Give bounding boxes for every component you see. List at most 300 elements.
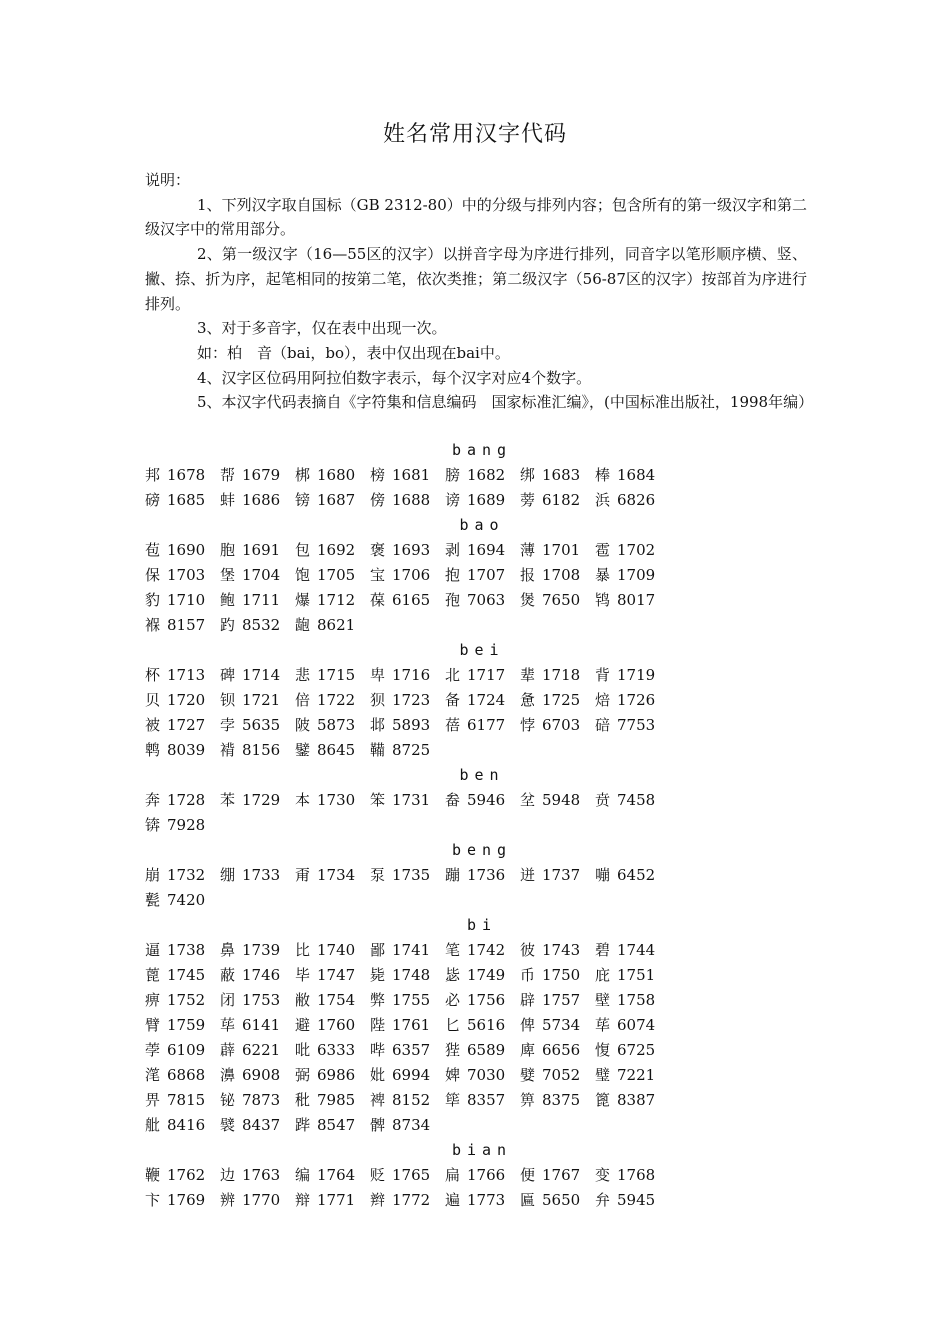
hanzi-char: 匕	[445, 1016, 461, 1034]
char-entry	[220, 738, 295, 763]
char-entry	[520, 1063, 595, 1088]
hanzi-char: 梆	[295, 466, 311, 484]
char-entry	[220, 713, 295, 738]
quwei-code: 1754	[317, 991, 356, 1009]
char-entry	[370, 963, 445, 988]
char-entry	[370, 1188, 445, 1213]
char-entry	[295, 663, 370, 688]
quwei-code: 1713	[167, 666, 206, 684]
quwei-code: 1717	[467, 666, 506, 684]
quwei-code: 1768	[617, 1166, 656, 1184]
char-entry	[445, 663, 520, 688]
quwei-code: 7221	[617, 1066, 656, 1084]
quwei-code: 7063	[467, 591, 506, 609]
hanzi-char: 蓖	[145, 966, 161, 984]
quwei-code: 1709	[617, 566, 656, 584]
hanzi-char: 陛	[370, 1016, 386, 1034]
hanzi-char: 鹎	[145, 741, 161, 759]
hanzi-char: 备	[445, 691, 461, 709]
quwei-code: 1746	[242, 966, 281, 984]
quwei-code: 1755	[392, 991, 431, 1009]
char-entry	[595, 663, 670, 688]
quwei-code: 1741	[392, 941, 431, 959]
quwei-code: 1730	[317, 791, 356, 809]
quwei-code: 6074	[617, 1016, 656, 1034]
quwei-code: 7458	[617, 791, 656, 809]
hanzi-char: 贝	[145, 691, 161, 709]
char-entry	[445, 488, 520, 513]
quwei-code: 1753	[242, 991, 281, 1009]
char-entry	[220, 488, 295, 513]
entry-row	[145, 988, 807, 1013]
char-entry	[145, 463, 220, 488]
hanzi-char: 迸	[520, 866, 536, 884]
intro-example: 如：柏 音（bai，bo），表中仅出现在bai中。	[197, 343, 510, 362]
hanzi-char: 胞	[220, 541, 236, 559]
quwei-code: 1733	[242, 866, 281, 884]
char-entry	[295, 613, 370, 638]
hanzi-char: 跸	[295, 1116, 311, 1134]
char-entry	[370, 988, 445, 1013]
char-entry	[595, 1163, 670, 1188]
char-entry	[220, 663, 295, 688]
hanzi-char: 鞴	[370, 741, 386, 759]
hanzi-char: 抱	[445, 566, 461, 584]
char-entry	[520, 688, 595, 713]
char-entry	[520, 588, 595, 613]
char-entry	[595, 1038, 670, 1063]
hanzi-char: 篦	[595, 1091, 611, 1109]
quwei-code: 1770	[242, 1191, 281, 1209]
intro-item-4: 4、汉字区位码用阿拉伯数字表示，每个汉字对应4个数字。	[197, 368, 592, 387]
char-entry	[295, 988, 370, 1013]
char-entry	[145, 688, 220, 713]
hanzi-char: 焙	[595, 691, 611, 709]
hanzi-char: 薜	[220, 1041, 236, 1059]
hanzi-char: 孢	[445, 591, 461, 609]
char-entry	[445, 788, 520, 813]
char-entry	[445, 463, 520, 488]
char-entry	[145, 1063, 220, 1088]
hanzi-char: 弁	[595, 1191, 611, 1209]
quwei-code: 6333	[317, 1041, 356, 1059]
quwei-code: 6165	[392, 591, 431, 609]
quwei-code: 1704	[242, 566, 281, 584]
entry-row	[145, 713, 807, 738]
char-entry	[145, 488, 220, 513]
hanzi-char: 髀	[370, 1116, 386, 1134]
char-entry	[145, 563, 220, 588]
hanzi-char: 泵	[370, 866, 386, 884]
char-entry	[445, 538, 520, 563]
hanzi-char: 哔	[370, 1041, 386, 1059]
quwei-code: 1686	[242, 491, 281, 509]
entry-row	[145, 463, 807, 488]
hanzi-char: 雹	[595, 541, 611, 559]
char-entry	[295, 938, 370, 963]
entry-row	[145, 813, 807, 838]
char-entry	[370, 938, 445, 963]
entry-row	[145, 538, 807, 563]
char-entry	[295, 713, 370, 738]
hanzi-char: 甏	[145, 891, 161, 909]
quwei-code: 1714	[242, 666, 281, 684]
quwei-code: 1710	[167, 591, 206, 609]
hanzi-char: 便	[520, 1166, 536, 1184]
hanzi-char: 舭	[145, 1116, 161, 1134]
quwei-code: 1744	[617, 941, 656, 959]
pinyin-heading: bao	[459, 516, 505, 534]
char-entry	[445, 563, 520, 588]
char-entry	[145, 988, 220, 1013]
hanzi-char: 豹	[145, 591, 161, 609]
quwei-code: 7928	[167, 816, 206, 834]
char-entry	[295, 1013, 370, 1038]
quwei-code: 1747	[317, 966, 356, 984]
hanzi-char: 嘣	[595, 866, 611, 884]
char-entry	[595, 563, 670, 588]
intro-item-5: 5、本汉字代码表摘自《字符集和信息编码 国家标准汇编》，(中国标准出版社，1998年编）	[197, 393, 814, 412]
pinyin-heading: ben	[459, 766, 505, 784]
quwei-code: 6357	[392, 1041, 431, 1059]
char-entry	[445, 988, 520, 1013]
entry-row	[145, 1038, 807, 1063]
pinyin-section	[145, 1138, 807, 1213]
quwei-code: 1765	[392, 1166, 431, 1184]
entry-row	[145, 588, 807, 613]
hanzi-char: 蒡	[520, 491, 536, 509]
hanzi-char: 鸨	[595, 591, 611, 609]
char-entry	[370, 713, 445, 738]
char-entry	[520, 963, 595, 988]
hanzi-char: 辩	[295, 1191, 311, 1209]
entry-row	[145, 1163, 807, 1188]
quwei-code: 1743	[542, 941, 581, 959]
entry-row	[145, 688, 807, 713]
hanzi-char: 遍	[445, 1191, 461, 1209]
char-entry	[445, 1038, 520, 1063]
quwei-code: 6221	[242, 1041, 281, 1059]
quwei-code: 1750	[542, 966, 581, 984]
hanzi-char: 谤	[445, 491, 461, 509]
quwei-code: 1742	[467, 941, 506, 959]
intro-notes	[145, 168, 814, 415]
hanzi-char: 薄	[520, 541, 536, 559]
char-entry	[370, 1088, 445, 1113]
hanzi-char: 北	[445, 666, 461, 684]
hanzi-char: 彼	[520, 941, 536, 959]
quwei-code: 1751	[617, 966, 656, 984]
hanzi-char: 暴	[595, 566, 611, 584]
char-entry	[295, 463, 370, 488]
char-entry	[295, 688, 370, 713]
char-entry	[595, 588, 670, 613]
quwei-code: 1756	[467, 991, 506, 1009]
quwei-code: 7985	[317, 1091, 356, 1109]
quwei-code: 1715	[317, 666, 356, 684]
hanzi-char: 饱	[295, 566, 311, 584]
char-entry	[220, 1113, 295, 1138]
hanzi-char: 避	[295, 1016, 311, 1034]
quwei-code: 1711	[242, 591, 281, 609]
quwei-code: 1687	[317, 491, 356, 509]
quwei-code: 1689	[467, 491, 506, 509]
quwei-code: 1718	[542, 666, 581, 684]
char-entry	[595, 688, 670, 713]
entry-row	[145, 663, 807, 688]
char-entry	[370, 588, 445, 613]
hanzi-char: 堡	[220, 566, 236, 584]
char-entry	[145, 1038, 220, 1063]
code-table	[145, 438, 807, 1213]
char-entry	[370, 463, 445, 488]
char-entry	[370, 1063, 445, 1088]
char-entry	[220, 963, 295, 988]
char-entry	[370, 538, 445, 563]
quwei-code: 6589	[467, 1041, 506, 1059]
quwei-code: 1773	[467, 1191, 506, 1209]
quwei-code: 5635	[242, 716, 281, 734]
hanzi-char: 榜	[370, 466, 386, 484]
quwei-code: 5948	[542, 791, 581, 809]
hanzi-char: 敝	[295, 991, 311, 1009]
quwei-code: 6703	[542, 716, 581, 734]
char-entry	[520, 938, 595, 963]
char-entry	[145, 788, 220, 813]
char-entry	[220, 1063, 295, 1088]
quwei-code: 1772	[392, 1191, 431, 1209]
quwei-code: 5945	[617, 1191, 656, 1209]
char-entry	[145, 1013, 220, 1038]
entry-row	[145, 1088, 807, 1113]
char-entry	[145, 1163, 220, 1188]
quwei-code: 7815	[167, 1091, 206, 1109]
quwei-code: 1731	[392, 791, 431, 809]
char-entry	[145, 1188, 220, 1213]
quwei-code: 1681	[392, 466, 431, 484]
char-entry	[145, 663, 220, 688]
quwei-code: 6986	[317, 1066, 356, 1084]
hanzi-char: 必	[445, 991, 461, 1009]
hanzi-char: 愎	[595, 1041, 611, 1059]
hanzi-char: 崩	[145, 866, 161, 884]
hanzi-char: 趵	[220, 616, 236, 634]
quwei-code: 1702	[617, 541, 656, 559]
hanzi-char: 币	[520, 966, 536, 984]
char-entry	[445, 1063, 520, 1088]
char-entry	[520, 488, 595, 513]
char-entry	[520, 1013, 595, 1038]
quwei-code: 8387	[617, 1091, 656, 1109]
hanzi-char: 坌	[520, 791, 536, 809]
quwei-code: 7650	[542, 591, 581, 609]
quwei-code: 8357	[467, 1091, 506, 1109]
quwei-code: 6725	[617, 1041, 656, 1059]
char-entry	[520, 988, 595, 1013]
quwei-code: 6994	[392, 1066, 431, 1084]
hanzi-char: 碧	[595, 941, 611, 959]
char-entry	[295, 1113, 370, 1138]
hanzi-char: 包	[295, 541, 311, 559]
hanzi-char: 棒	[595, 466, 611, 484]
hanzi-char: 绑	[520, 466, 536, 484]
char-entry	[520, 1188, 595, 1213]
quwei-code: 1712	[317, 591, 356, 609]
hanzi-char: 倍	[295, 691, 311, 709]
quwei-code: 1740	[317, 941, 356, 959]
hanzi-char: 锛	[145, 816, 161, 834]
hanzi-char: 褙	[220, 741, 236, 759]
quwei-code: 1703	[167, 566, 206, 584]
char-entry	[595, 988, 670, 1013]
pinyin-heading: bang	[451, 441, 513, 459]
quwei-code: 1763	[242, 1166, 281, 1184]
quwei-code: 1694	[467, 541, 506, 559]
quwei-code: 1771	[317, 1191, 356, 1209]
char-entry	[220, 938, 295, 963]
hanzi-char: 辈	[520, 666, 536, 684]
quwei-code: 1734	[317, 866, 356, 884]
quwei-code: 1721	[242, 691, 281, 709]
char-entry	[295, 1088, 370, 1113]
char-entry	[370, 563, 445, 588]
char-entry	[145, 1088, 220, 1113]
intro-label: 说明：	[145, 171, 191, 189]
hanzi-char: 褓	[145, 616, 161, 634]
quwei-code: 5650	[542, 1191, 581, 1209]
hanzi-char: 蚌	[220, 491, 236, 509]
quwei-code: 7052	[542, 1066, 581, 1084]
quwei-code: 1767	[542, 1166, 581, 1184]
char-entry	[595, 1088, 670, 1113]
hanzi-char: 鞭	[145, 1166, 161, 1184]
char-entry	[445, 588, 520, 613]
hanzi-char: 龅	[295, 616, 311, 634]
char-entry	[445, 1013, 520, 1038]
char-entry	[220, 463, 295, 488]
quwei-code: 1720	[167, 691, 206, 709]
char-entry	[520, 463, 595, 488]
hanzi-char: 帮	[220, 466, 236, 484]
char-entry	[595, 463, 670, 488]
char-entry	[295, 738, 370, 763]
quwei-code: 6452	[617, 866, 656, 884]
char-entry	[520, 563, 595, 588]
hanzi-char: 膀	[445, 466, 461, 484]
hanzi-char: 毖	[445, 966, 461, 984]
quwei-code: 1727	[167, 716, 206, 734]
entry-row	[145, 888, 807, 913]
quwei-code: 6656	[542, 1041, 581, 1059]
hanzi-char: 逼	[145, 941, 161, 959]
quwei-code: 5616	[467, 1016, 506, 1034]
quwei-code: 1680	[317, 466, 356, 484]
entry-row	[145, 488, 807, 513]
char-entry	[445, 1188, 520, 1213]
char-entry	[520, 863, 595, 888]
quwei-code: 1732	[167, 866, 206, 884]
hanzi-char: 磅	[145, 491, 161, 509]
hanzi-char: 畀	[145, 1091, 161, 1109]
char-entry	[520, 1088, 595, 1113]
char-entry	[145, 538, 220, 563]
quwei-code: 1685	[167, 491, 206, 509]
char-entry	[220, 1088, 295, 1113]
hanzi-char: 俾	[520, 1016, 536, 1034]
quwei-code: 1679	[242, 466, 281, 484]
quwei-code: 1759	[167, 1016, 206, 1034]
hanzi-char: 苯	[220, 791, 236, 809]
hanzi-char: 卞	[145, 1191, 161, 1209]
char-entry	[445, 713, 520, 738]
hanzi-char: 箅	[520, 1091, 536, 1109]
quwei-code: 1706	[392, 566, 431, 584]
intro-item-2: 2、第一级汉字（16—55区的汉字）以拼音字母为序进行排列，同音字以笔形顺序横、竖、撇、捺、折为序，起笔相同的按第二笔，依次类推；第二级汉字（56-87区的汉字）按部首为序进行排列。	[145, 245, 807, 313]
entry-row	[145, 788, 807, 813]
quwei-code: 5873	[317, 716, 356, 734]
char-entry	[445, 688, 520, 713]
quwei-code: 8547	[317, 1116, 356, 1134]
hanzi-char: 本	[295, 791, 311, 809]
hanzi-char: 扁	[445, 1166, 461, 1184]
quwei-code: 8039	[167, 741, 206, 759]
char-entry	[145, 713, 220, 738]
char-entry	[220, 1013, 295, 1038]
char-entry	[370, 738, 445, 763]
char-entry	[295, 1063, 370, 1088]
pinyin-section	[145, 513, 807, 638]
hanzi-char: 壁	[595, 991, 611, 1009]
pinyin-section	[145, 763, 807, 838]
quwei-code: 5893	[392, 716, 431, 734]
quwei-code: 8645	[317, 741, 356, 759]
hanzi-char: 爆	[295, 591, 311, 609]
char-entry	[595, 713, 670, 738]
quwei-code: 1728	[167, 791, 206, 809]
char-entry	[370, 488, 445, 513]
char-entry	[145, 963, 220, 988]
quwei-code: 1739	[242, 941, 281, 959]
hanzi-char: 甭	[295, 866, 311, 884]
pinyin-heading: bei	[459, 641, 505, 659]
quwei-code: 7753	[617, 716, 656, 734]
quwei-code: 1758	[617, 991, 656, 1009]
quwei-code: 8017	[617, 591, 656, 609]
hanzi-char: 秕	[295, 1091, 311, 1109]
char-entry	[595, 788, 670, 813]
quwei-code: 8152	[392, 1091, 431, 1109]
hanzi-char: 铋	[220, 1091, 236, 1109]
quwei-code: 6177	[467, 716, 506, 734]
hanzi-char: 绷	[220, 866, 236, 884]
hanzi-char: 狈	[370, 691, 386, 709]
hanzi-char: 碑	[220, 666, 236, 684]
entry-row	[145, 613, 807, 638]
hanzi-char: 荸	[145, 1041, 161, 1059]
char-entry	[520, 1038, 595, 1063]
hanzi-char: 报	[520, 566, 536, 584]
quwei-code: 1726	[617, 691, 656, 709]
quwei-code: 1707	[467, 566, 506, 584]
quwei-code: 1705	[317, 566, 356, 584]
hanzi-char: 褒	[370, 541, 386, 559]
char-entry	[370, 788, 445, 813]
hanzi-char: 滗	[145, 1066, 161, 1084]
char-entry	[520, 538, 595, 563]
hanzi-char: 煲	[520, 591, 536, 609]
pinyin-section	[145, 638, 807, 763]
char-entry	[220, 1188, 295, 1213]
